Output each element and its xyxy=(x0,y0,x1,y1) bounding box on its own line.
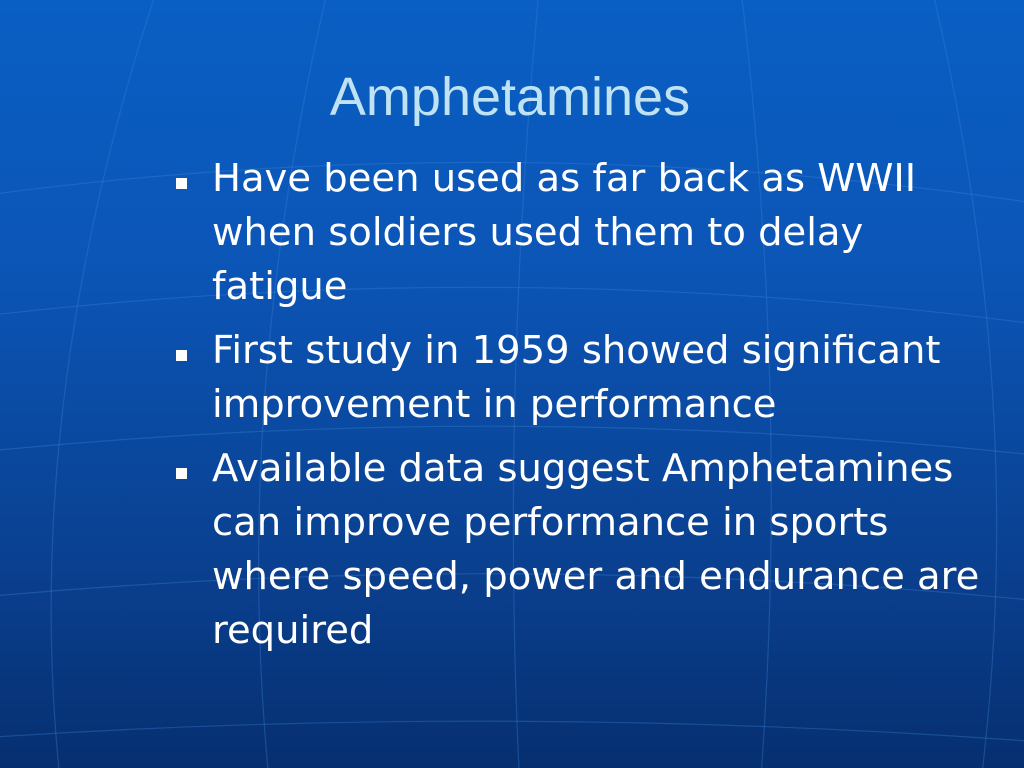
bullet-item xyxy=(170,152,1010,314)
square-bullet-icon xyxy=(176,178,187,189)
square-bullet-icon xyxy=(176,468,187,479)
bullet-text: First study in 1959 showed significant improvement in performance xyxy=(212,328,941,427)
square-bullet-icon xyxy=(176,350,187,361)
bullet-item xyxy=(170,324,1010,432)
slide-title xyxy=(0,62,1024,132)
bullet-item xyxy=(170,442,1010,658)
bullet-text: Available data suggest Amphetamines can improve performance in sports where speed, power and endurance are required xyxy=(212,446,980,653)
bullet-list xyxy=(170,152,1010,668)
slide-title-text: Amphetamines xyxy=(329,67,691,127)
bullet-text: Have been used as far back as WWII when soldiers used them to delay fatigue xyxy=(212,156,917,309)
